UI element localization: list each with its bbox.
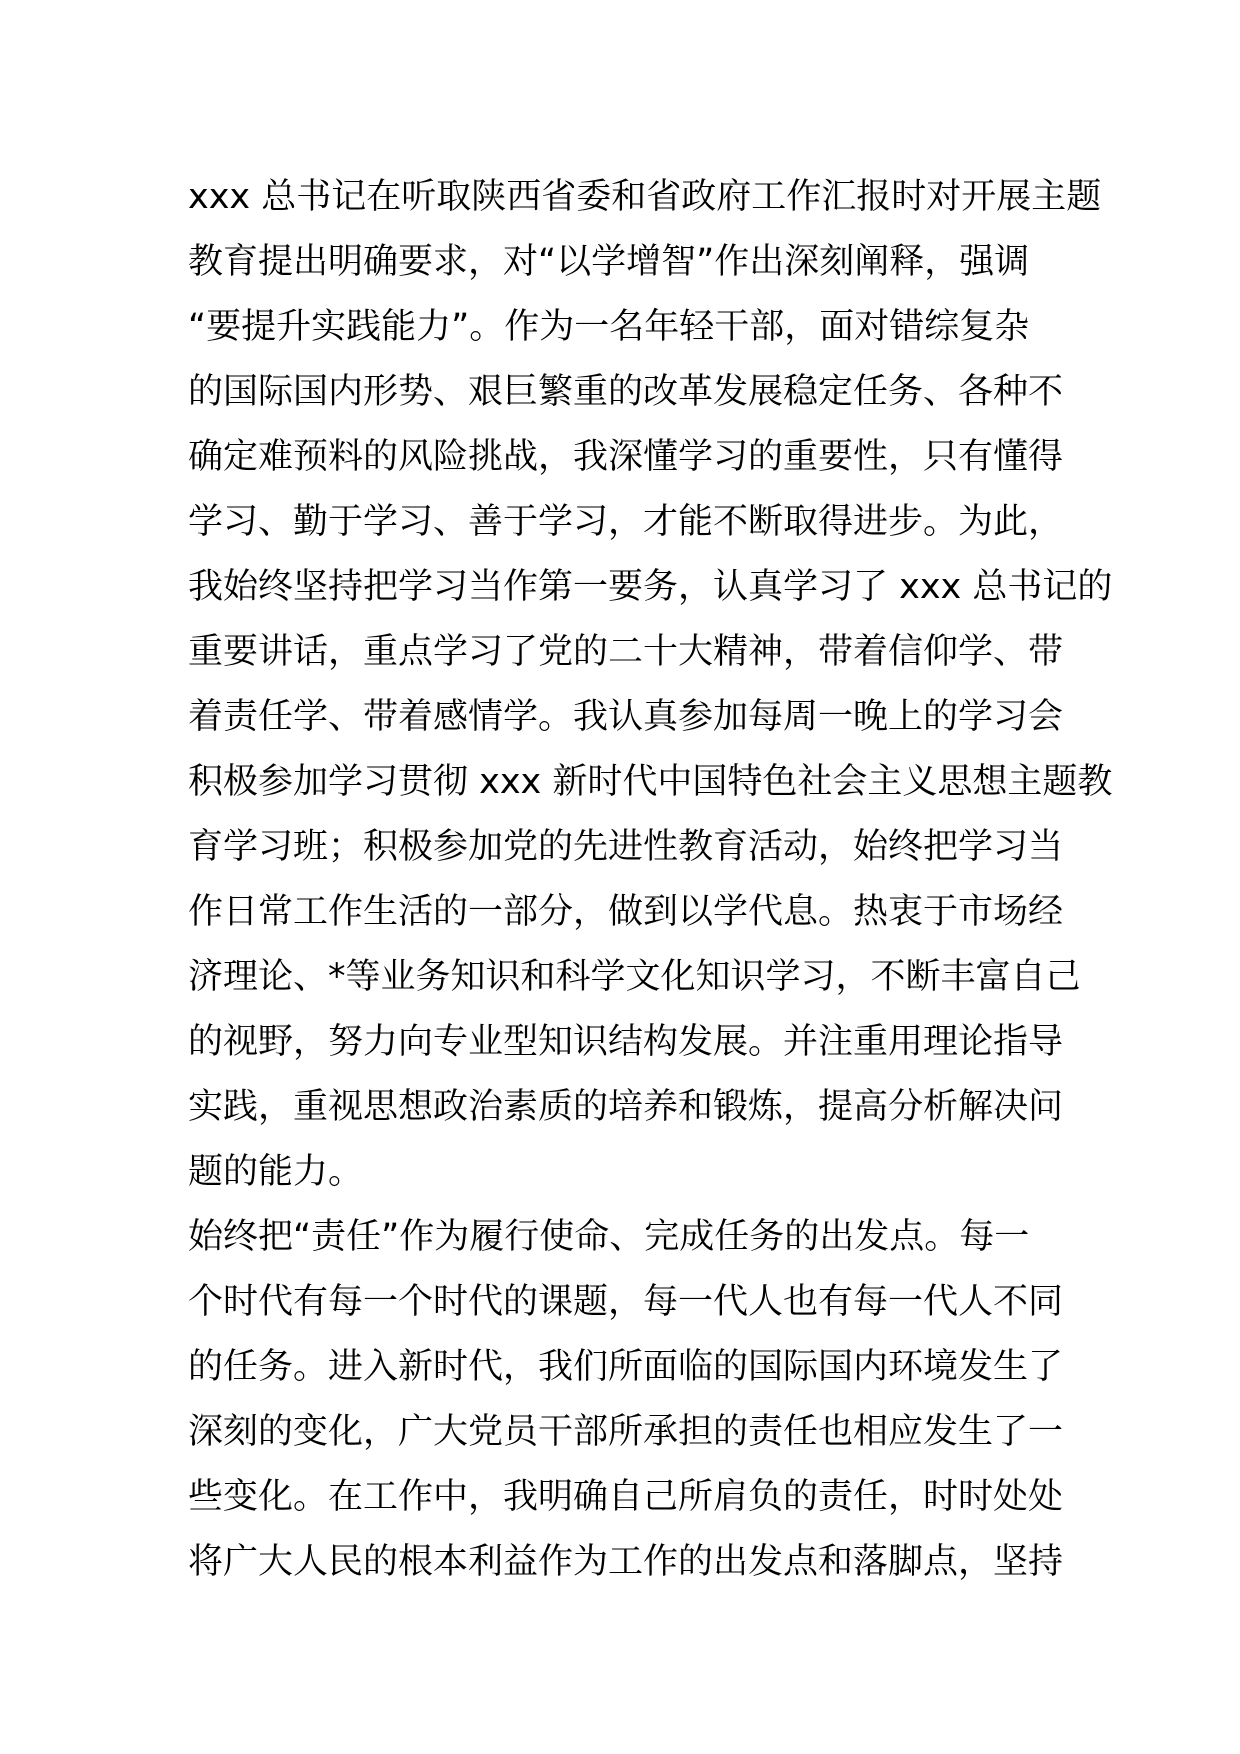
text-line: 确定难预料的风险挑战，我深懂学习的重要性，只有懂得 [188, 437, 1064, 477]
text-line: 济理论、*等业务知识和科学文化知识学习，不断丰富自己 [188, 957, 1081, 997]
text-line: 的任务。进入新时代，我们所面临的国际国内环境发生了 [188, 1347, 1064, 1387]
text-line: 积极参加学习贯彻 xxx 新时代中国特色社会主义思想主题教 [188, 762, 1113, 802]
text-line: 作日常工作生活的一部分，做到以学代息。热衷于市场经 [188, 892, 1064, 932]
text-line: 深刻的变化，广大党员干部所承担的责任也相应发生了一 [188, 1412, 1064, 1452]
text-line: 育学习班；积极参加党的先进性教育活动，始终把学习当 [188, 827, 1064, 867]
text-line: “要提升实践能力”。作为一名年轻干部，面对错综复杂 [188, 307, 1030, 347]
document-body [188, 165, 1113, 1595]
text-line: 重要讲话，重点学习了党的二十大精神，带着信仰学、带 [188, 632, 1064, 672]
text-line: 个时代有每一个时代的课题，每一代人也有每一代人不同 [188, 1282, 1064, 1322]
text-line: 的视野，努力向专业型知识结构发展。并注重用理论指导 [188, 1022, 1064, 1062]
text-line: 实践，重视思想政治素质的培养和锻炼，提高分析解决问 [188, 1087, 1064, 1127]
text-line: 着责任学、带着感情学。我认真参加每周一晚上的学习会 [188, 697, 1064, 737]
text-line: 始终把“责任”作为履行使命、完成任务的出发点。每一 [188, 1217, 1030, 1257]
text-line: 些变化。在工作中，我明确自己所肩负的责任，时时处处 [188, 1477, 1064, 1517]
text-line: 的国际国内形势、艰巨繁重的改革发展稳定任务、各种不 [188, 372, 1064, 412]
text-line: 学习、勤于学习、善于学习，才能不断取得进步。为此， [188, 502, 1064, 542]
text-line: 教育提出明确要求，对“以学增智”作出深刻阐释，强调 [188, 242, 1030, 282]
text-line: 将广大人民的根本利益作为工作的出发点和落脚点，坚持 [188, 1542, 1064, 1582]
text-line: 题的能力。 [188, 1152, 364, 1192]
text-line: 我始终坚持把学习当作第一要务，认真学习了 xxx 总书记的 [188, 567, 1113, 607]
paragraph-responsibility [188, 1205, 1064, 1595]
paragraph-study [188, 165, 1113, 1205]
text-line: xxx 总书记在听取陕西省委和省政府工作汇报时对开展主题 [188, 177, 1102, 217]
